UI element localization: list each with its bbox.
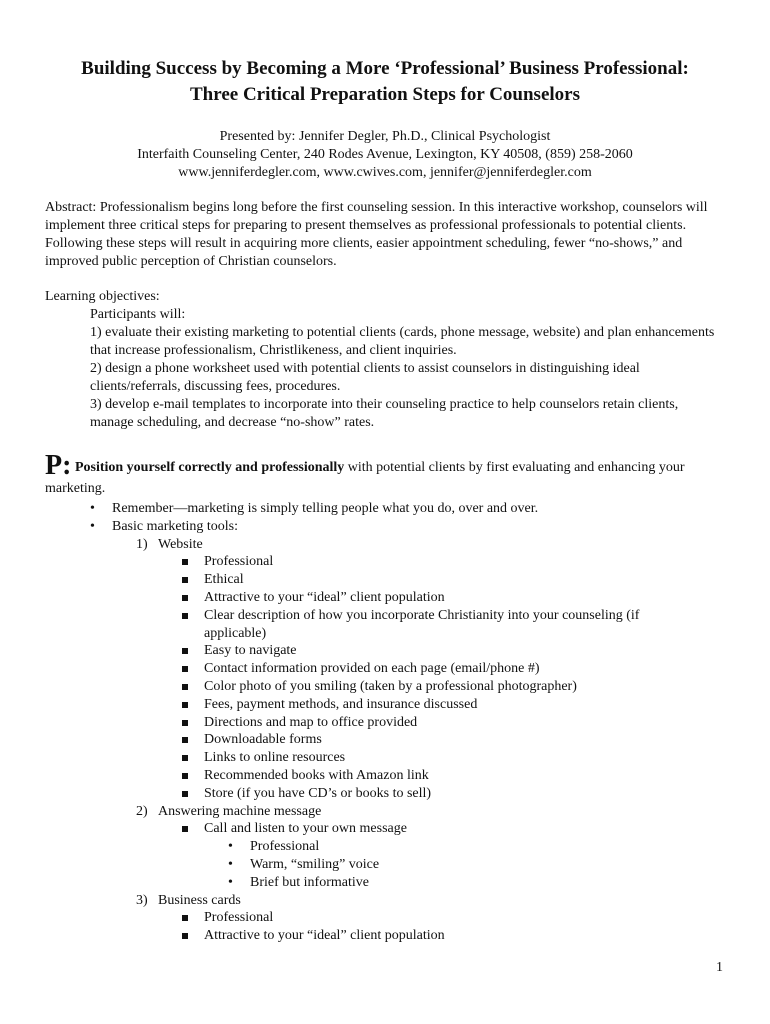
outline-item-text: Attractive to your “ideal” client population: [204, 589, 445, 605]
outline-item: [0, 803, 770, 821]
outline-item-text: Links to online resources: [204, 750, 346, 766]
learning-objectives: [45, 288, 725, 432]
square-bullet-icon: [182, 731, 188, 749]
objective-1: 1) evaluate their existing marketing to potential clients (cards, phone message, website) and plan enhancements that increase professionalism, Christlikeness, and client inquiries.: [90, 325, 715, 358]
outline-list: [0, 500, 770, 945]
section-p-letter: P:: [45, 450, 72, 481]
outline-item-text: Easy to navigate: [204, 643, 297, 659]
presenter-line-3: www.jenniferdegler.com, www.cwives.com, jennifer@jenniferdegler.com: [178, 165, 592, 180]
outline-item: [0, 892, 770, 910]
section-p-rest: with potential clients by first evaluating and enhancing your marketing.: [45, 460, 685, 496]
participants-label: Participants will:: [90, 307, 186, 322]
outline-item-text: Attractive to your “ideal” client population: [204, 928, 445, 944]
square-bullet-icon: [182, 714, 188, 732]
outline-item: [0, 696, 770, 714]
outline-item-text: Contact information provided on each page (email/phone #): [204, 661, 540, 677]
presenter-info: [20, 128, 750, 182]
outline-item: [0, 536, 770, 554]
round-bullet-icon: •: [228, 874, 233, 890]
page-number: 1: [716, 960, 723, 975]
outline-number: 3): [136, 892, 148, 908]
outline-item-text: applicable): [204, 625, 267, 641]
title-line-2: Three Critical Preparation Steps for Counselors: [190, 84, 580, 105]
outline-item: [0, 553, 770, 571]
outline-item: [0, 678, 770, 696]
round-bullet-icon: •: [228, 839, 233, 855]
outline-item-text: Answering machine message: [158, 803, 322, 819]
document-title: [20, 56, 750, 108]
outline-item-text: Recommended books with Amazon link: [204, 767, 429, 783]
outline-item-text: Website: [158, 536, 203, 552]
square-bullet-icon: [182, 820, 188, 838]
square-bullet-icon: [182, 767, 188, 785]
square-bullet-icon: [182, 909, 188, 927]
outline-item-text: Basic marketing tools:: [112, 518, 238, 534]
outline-item-text: Remember—marketing is simply telling people what you do, over and over.: [112, 501, 539, 516]
outline-item-text: Professional: [250, 839, 320, 855]
outline-item-text: Ethical: [204, 572, 244, 588]
square-bullet-icon: [182, 696, 188, 714]
outline-item: [0, 714, 770, 732]
outline-item: [0, 660, 770, 678]
outline-item: [0, 589, 770, 607]
section-p-bold-lead: Position yourself correctly and professionally: [71, 460, 345, 475]
presenter-line-1: Presented by: Jennifer Degler, Ph.D., Clinical Psychologist: [219, 129, 551, 144]
outline-item: [0, 642, 770, 660]
outline-item-text: Call and listen to your own message: [204, 821, 407, 837]
outline-item-text: Downloadable forms: [204, 732, 322, 748]
square-bullet-icon: [182, 749, 188, 767]
outline-item: [0, 909, 770, 927]
square-bullet-icon: [182, 642, 188, 660]
outline-item: [0, 767, 770, 785]
round-bullet-icon: •: [228, 856, 233, 872]
outline-item-text: Clear description of how you incorporate Christianity into your counseling (if: [204, 607, 640, 623]
round-bullet-icon: •: [90, 518, 95, 534]
presenter-line-2: Interfaith Counseling Center, 240 Rodes Avenue, Lexington, KY 40508, (859) 258-2060: [137, 147, 633, 162]
outline-item: [0, 731, 770, 749]
outline-item-text: Business cards: [158, 892, 241, 908]
outline-item-text: Directions and map to office provided: [204, 714, 418, 730]
learning-heading: Learning objectives:: [45, 289, 160, 304]
square-bullet-icon: [182, 785, 188, 803]
outline-item: [0, 571, 770, 589]
outline-item: [0, 625, 770, 643]
round-bullet-icon: •: [90, 501, 95, 516]
square-bullet-icon: [182, 927, 188, 945]
outline-item: [0, 838, 770, 856]
outline-item-text: Color photo of you smiling (taken by a professional photographer): [204, 678, 577, 694]
outline-item-text: Professional: [204, 554, 274, 570]
outline-item: [0, 927, 770, 945]
outline-item: [0, 820, 770, 838]
outline-item: [0, 500, 770, 518]
abstract-paragraph: Abstract: Professionalism begins long before the first counseling session. In this interactive workshop, counselors will implement three critical steps for preparing to present themselves as professional professionals to potential clients. Following these steps will result in acquiring more clients, easier appointment scheduling, fewer “no-shows,” and improved public perception of Christian counselors.: [45, 200, 708, 269]
outline-item-text: Fees, payment methods, and insurance discussed: [204, 696, 478, 712]
outline-item: [0, 749, 770, 767]
square-bullet-icon: [182, 553, 188, 571]
outline-item-text: Brief but informative: [250, 874, 369, 890]
title-line-1: Building Success by Becoming a More ‘Professional’ Business Professional:: [81, 58, 689, 79]
outline-item-text: Store (if you have CD’s or books to sell): [204, 785, 432, 801]
objective-3: 3) develop e-mail templates to incorporate into their counseling practice to help counselors retain clients, manage scheduling, and decrease “no-show” rates.: [90, 397, 679, 430]
outline-item: [0, 874, 770, 892]
outline-item: [0, 518, 770, 536]
outline-item: [0, 607, 770, 625]
square-bullet-icon: [182, 607, 188, 625]
outline-item: [0, 856, 770, 874]
outline-number: 2): [136, 803, 148, 819]
outline-item-text: Warm, “smiling” voice: [250, 856, 380, 872]
outline-item-text: Professional: [204, 910, 274, 926]
square-bullet-icon: [182, 571, 188, 589]
square-bullet-icon: [182, 660, 188, 678]
outline-item: [0, 785, 770, 803]
section-p-paragraph: [45, 452, 725, 498]
objective-2: 2) design a phone worksheet used with potential clients to assist counselors in distinguishing ideal clients/referrals, discussing fees, procedures.: [90, 361, 640, 394]
outline-number: 1): [136, 536, 148, 552]
square-bullet-icon: [182, 678, 188, 696]
square-bullet-icon: [182, 589, 188, 607]
